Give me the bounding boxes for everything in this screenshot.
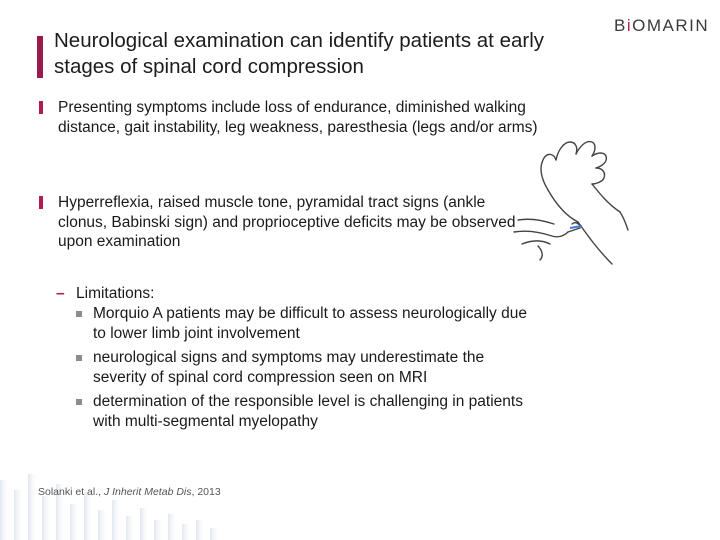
logo-dot: i (626, 16, 633, 35)
bullet-examination (58, 193, 538, 252)
square-bullet-icon (76, 355, 82, 361)
citation-authors: Solanki et al., (38, 486, 104, 498)
limitation-item (93, 348, 533, 387)
bullet-symptoms (58, 98, 538, 137)
decorative-footer-pattern (0, 460, 420, 540)
limitation-item (93, 392, 533, 431)
bullet-marker (39, 196, 43, 209)
bullet-text: Presenting symptoms include loss of endurance, diminished walking distance, gait instability, leg weakness, paresthesia (legs and/or arms) (58, 99, 538, 136)
dash-marker: – (56, 285, 65, 302)
limitation-text: determination of the responsible level is challenging in patients with multi-segmental myelopathy (93, 393, 523, 430)
title-accent-bar (37, 36, 43, 78)
page-title: Neurological examination can identify patients at early stages of spinal cord compression (54, 29, 544, 78)
limitation-text: Morquio A patients may be difficult to assess neurologically due to lower limb joint involvement (93, 305, 527, 342)
limitation-text: neurological signs and symptoms may underestimate the severity of spinal cord compression seen on MRI (93, 349, 485, 386)
foot-reflex-illustration (508, 128, 630, 268)
limitations-label: Limitations: (76, 285, 155, 302)
citation-year: , 2013 (191, 486, 221, 498)
citation (38, 486, 221, 498)
square-bullet-icon (76, 399, 82, 405)
limitation-item (93, 304, 533, 343)
citation-journal: J Inherit Metab Dis (103, 486, 192, 498)
logo-rest: OMARIN (632, 16, 710, 35)
square-bullet-icon (76, 311, 82, 317)
bullet-text: Hyperreflexia, raised muscle tone, pyramidal tract signs (ankle clonus, Babinski sign) and proprioceptive deficits may be observed upon examination (58, 194, 516, 250)
limitations-heading (56, 284, 536, 304)
biomarin-logo (614, 16, 709, 36)
logo-prefix: B (614, 16, 627, 35)
bullet-marker (39, 101, 43, 114)
